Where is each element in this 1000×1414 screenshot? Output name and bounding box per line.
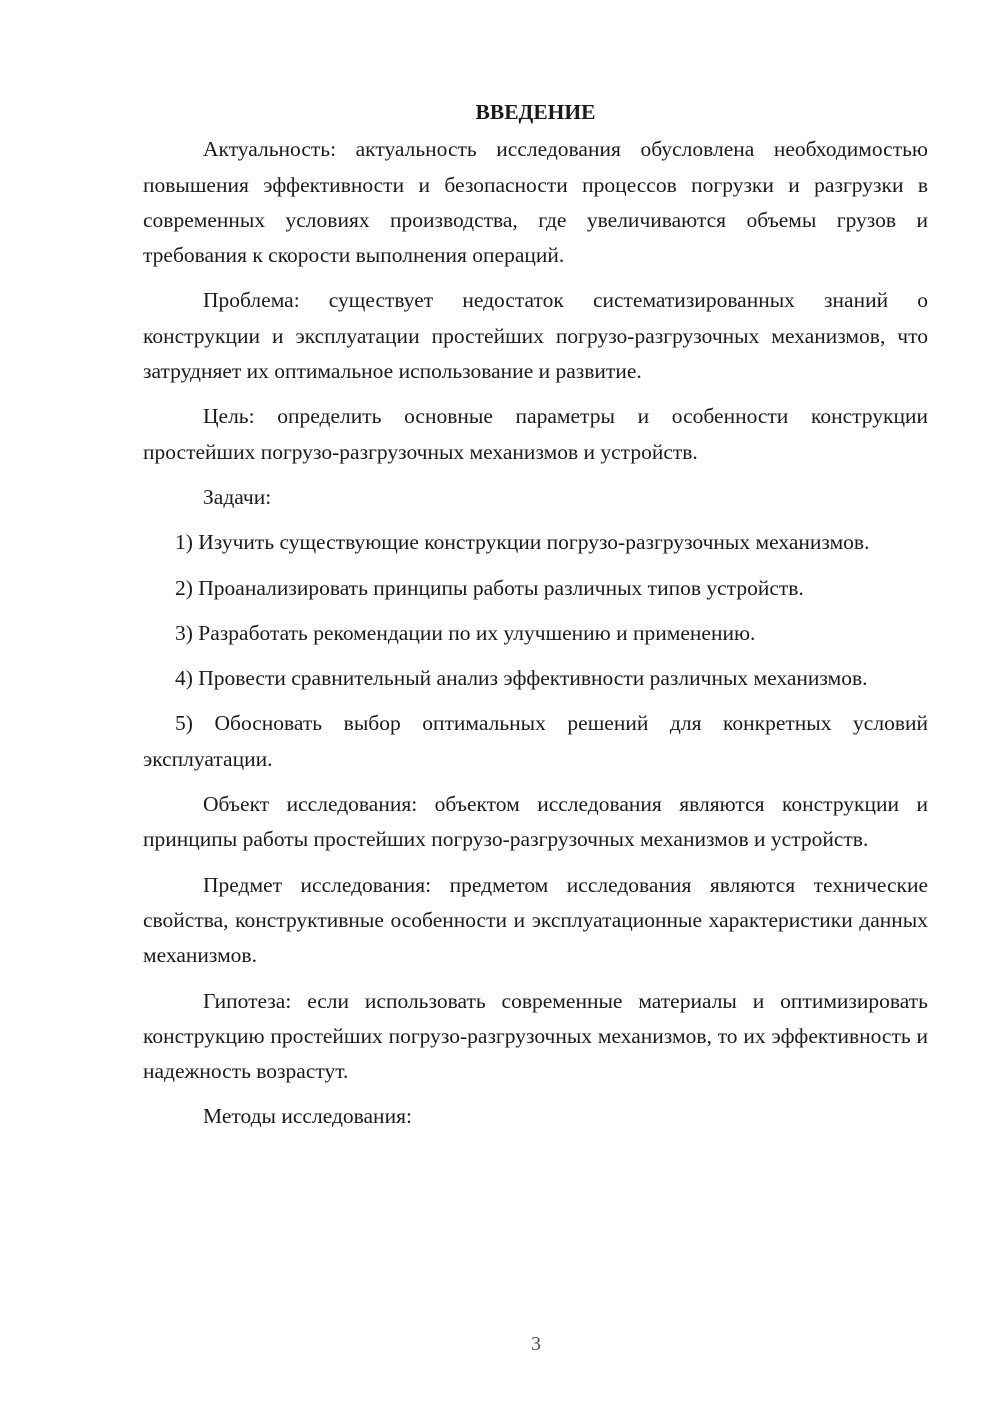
task-item-3: 3) Разработать рекомендации по их улучшению и применению.	[175, 620, 756, 645]
subject-paragraph: Предмет исследования: предметом исследования являются технические свойства, конструктивные особенности и эксплуатационные характеристики данных механизмов.	[143, 872, 928, 968]
task-item-2: 2) Проанализировать принципы работы различных типов устройств.	[175, 575, 804, 600]
task-item-5: 5) Обосновать выбор оптимальных решений для конкретных условий эксплуатации.	[143, 711, 928, 771]
methods-label: Методы исследования:	[203, 1104, 412, 1129]
object-paragraph: Объект исследования: объектом исследования являются конструкции и принципы работы простейших погрузо-разгрузочных механизмов и устройств.	[143, 792, 928, 852]
relevance-paragraph: Актуальность: актуальность исследования обусловлена необходимостью повышения эффективности и безопасности процессов погрузки и разгрузки в современных условиях производства, где увеличиваются объемы грузов и требования к скорости выполнения операций.	[143, 137, 928, 268]
problem-paragraph: Проблема: существует недостаток систематизированных знаний о конструкции и эксплуатации простейших погрузо-разгрузочных механизмов, что затрудняет их оптимальное использование и развитие.	[143, 288, 928, 384]
goal-paragraph: Цель: определить основные параметры и особенности конструкции простейших погрузо-разгрузочных механизмов и устройств.	[143, 404, 928, 464]
hypothesis-paragraph: Гипотеза: если использовать современные материалы и оптимизировать конструкцию простейших погрузо-разгрузочных механизмов, то их эффективность и надежность возрастут.	[143, 988, 928, 1084]
tasks-label: Задачи:	[203, 484, 272, 509]
task-item-4: 4) Провести сравнительный анализ эффективности различных механизмов.	[175, 666, 868, 691]
section-heading: ВВЕДЕНИЕ	[475, 100, 596, 124]
page-number: 3	[531, 1333, 541, 1355]
task-item-1: 1) Изучить существующие конструкции погрузо-разгрузочных механизмов.	[175, 530, 870, 555]
document-page	[143, 95, 928, 1145]
